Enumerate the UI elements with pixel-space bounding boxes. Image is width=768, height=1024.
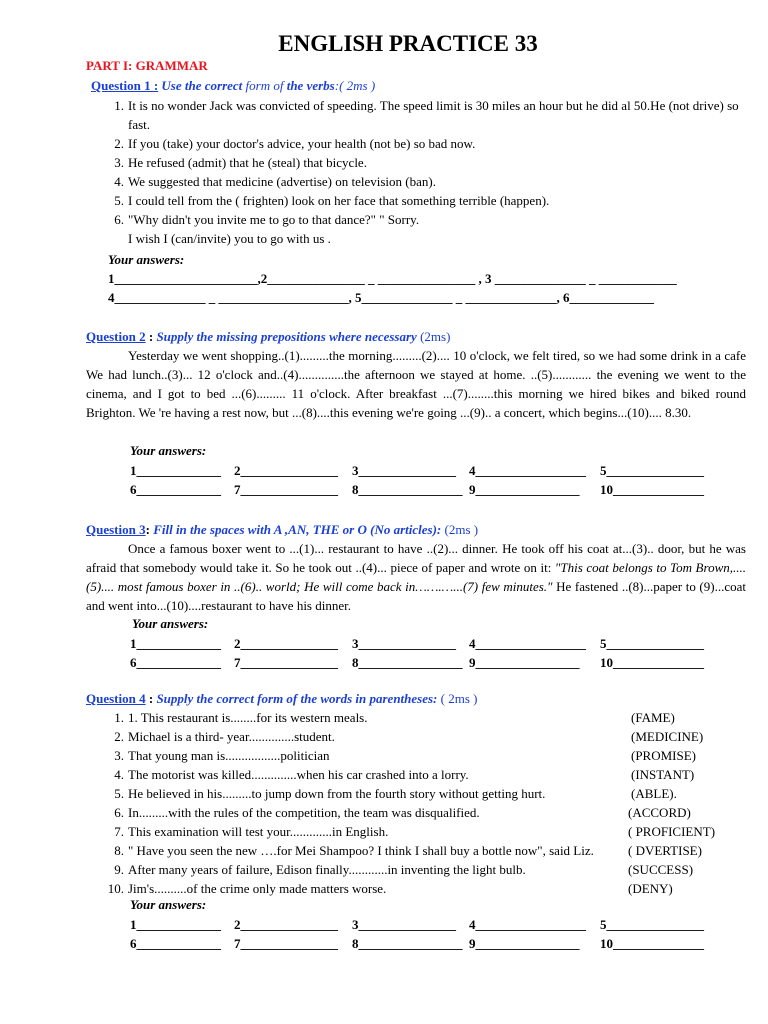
answer-blank[interactable]: 4_________________ xyxy=(469,636,586,651)
answer-blank[interactable]: 2_______________ xyxy=(234,463,338,478)
question-3-paragraph xyxy=(86,539,746,615)
question-3-text: Once a famous boxer went to ...(1)... restaurant to have ..(2)... dinner. He took off his coat at...(3).. door, but he was afraid that somebody would take it. So he took out ..(4)... piece of paper and wrote on it: xyxy=(86,541,746,575)
answer-blank[interactable]: 9________________ xyxy=(469,655,580,670)
answer-blank[interactable]: 10______________ xyxy=(600,655,704,670)
separator: : xyxy=(145,329,157,344)
answer-blank[interactable]: 5_______________ xyxy=(600,917,704,932)
item-text: In.........with the rules of the competition, the team was disqualified. xyxy=(128,805,480,820)
question-1-item xyxy=(100,210,740,229)
item-text: That young man is.................politician xyxy=(128,748,330,763)
question-4-marks: ( 2ms ) xyxy=(437,691,478,706)
part-heading: PART I: GRAMMAR xyxy=(86,58,208,73)
item-number: 3 . xyxy=(100,153,124,172)
item-number: 4 . xyxy=(100,172,124,191)
question-2-paragraph xyxy=(86,346,746,422)
answer-blank[interactable]: 6_____________ xyxy=(130,655,221,670)
item-number: 9 . xyxy=(100,860,124,879)
question-1-heading xyxy=(91,76,375,95)
item-text: We suggested that medicine (advertise) on television (ban). xyxy=(128,174,436,189)
item-number: 10 . xyxy=(100,879,124,898)
answer-blank[interactable]: 6_____________ xyxy=(130,482,221,497)
question-4-item xyxy=(100,860,740,879)
question-3-label: Question 3 xyxy=(86,522,146,537)
question-2-label: Question 2 xyxy=(86,329,146,344)
answer-blank[interactable]: 3_______________ xyxy=(352,463,456,478)
answer-blank[interactable]: 2_______________ xyxy=(234,917,338,932)
question-1-answer-line[interactable]: 1______________________,2_______________ _ _______________ , 3 ______________ _ ____________ xyxy=(108,271,677,286)
question-4-answers-label: Your answers: xyxy=(130,897,207,912)
root-word: (SUCCESS) xyxy=(628,862,694,877)
answer-blank[interactable]: 1_____________ xyxy=(130,463,221,478)
question-2-instruction: Supply the missing prepositions where necessary xyxy=(156,329,417,344)
item-number: 2 . xyxy=(100,134,124,153)
question-2-text: Yesterday we went shopping..(1).........the morning.........(2).... 10 o'clock, we felt tired, so we had some drink in a cafe We had lunch..(3)... 12 o'clock and..(4)..............the afternoon we stayed at home. ..(5)............ the evening we went to the cinema, and I got to bed ...(6)......... 11 o'clock. After breakfast ...(7)........this morning we hired bikes and biked round Brighton. We 're having a rest now, but ...(8)....this evening we're going ...(9).. a concert, which begins...(10).... 8.30. xyxy=(86,348,746,420)
question-4-label: Question 4 xyxy=(86,691,146,706)
question-4-item xyxy=(100,765,740,784)
root-word: (DENY) xyxy=(628,881,673,896)
item-text: He refused (admit) that he (steal) that bicycle. xyxy=(128,155,367,170)
item-number: 3 . xyxy=(100,746,124,765)
item-number: 1 . xyxy=(100,708,124,727)
root-word: (FAME) xyxy=(631,710,675,725)
root-word: (ACCORD) xyxy=(628,805,691,820)
item-text: He believed in his.........to jump down from the fourth story without getting hurt. xyxy=(128,786,546,801)
question-1-instruction-part: form of xyxy=(245,78,287,93)
answer-blank[interactable]: 3_______________ xyxy=(352,636,456,651)
question-1-answer-line[interactable]: 4______________ _ ____________________, 5______________ _ ______________, 6_____________ xyxy=(108,290,654,305)
item-text: " Have you seen the new ….for Mei Shampoo? I think I shall buy a bottle now", said Liz. xyxy=(128,843,594,858)
answer-blank[interactable]: 4_________________ xyxy=(469,463,586,478)
question-1-item xyxy=(100,134,740,153)
answer-blank[interactable]: 3_______________ xyxy=(352,917,456,932)
question-2-heading xyxy=(86,327,450,346)
question-1-item xyxy=(100,191,740,210)
item-text: It is no wonder Jack was convicted of speeding. The speed limit is 30 miles an hour but he did al 50.He (not drive) so fast. xyxy=(128,98,739,132)
question-1-answers-label: Your answers: xyxy=(108,252,185,267)
question-2-answer-grid xyxy=(130,461,730,499)
question-4-item xyxy=(100,746,740,765)
item-number: 5 . xyxy=(100,784,124,803)
item-number: 6 . xyxy=(100,210,124,229)
answer-blank[interactable]: 8________________ xyxy=(352,936,463,951)
item-text: This examination will test your.............in English. xyxy=(128,824,389,839)
answer-blank[interactable]: 9________________ xyxy=(469,936,580,951)
root-word: ( DVERTISE) xyxy=(628,843,702,858)
question-4-instruction: Supply the correct form of the words in parentheses: xyxy=(156,691,438,706)
question-1-instruction-part: the verbs xyxy=(286,78,335,93)
root-word: (ABLE). xyxy=(631,786,677,801)
question-4-item xyxy=(100,784,740,803)
answer-blank[interactable]: 9________________ xyxy=(469,482,580,497)
answer-row xyxy=(130,461,730,480)
question-4-items xyxy=(100,708,740,898)
answer-blank[interactable]: 7_______________ xyxy=(234,482,338,497)
root-word: (MEDICINE) xyxy=(631,729,704,744)
item-number: 8 . xyxy=(100,841,124,860)
item-number: 4 . xyxy=(100,765,124,784)
question-1-item xyxy=(100,96,740,134)
page-title: ENGLISH PRACTICE 33 xyxy=(278,31,538,56)
question-4-item xyxy=(100,727,740,746)
answer-blank[interactable]: 10______________ xyxy=(600,936,704,951)
answer-blank[interactable]: 4_________________ xyxy=(469,917,586,932)
question-3-quote: "This coat belongs to Tom Brown,....(5).... most famous boxer in ..(6).. world; He will come back in…….…...(7) few minutes." xyxy=(86,560,746,594)
item-text: Michael is a third- year..............student. xyxy=(128,729,335,744)
question-4-item xyxy=(100,822,740,841)
item-number: 1 . xyxy=(100,96,124,115)
question-2-marks: (2ms) xyxy=(416,329,451,344)
question-3-text-end: He fastened ..(8)...paper to (9)...coat and went into...(10)....restaurant to have his dinner. xyxy=(86,579,746,613)
answer-blank[interactable]: 1_____________ xyxy=(130,636,221,651)
question-4-answer-grid xyxy=(130,915,730,953)
item-text: 1. This restaurant is........for its western meals. xyxy=(128,710,368,725)
item-text: I wish I (can/invite) you to go with us . xyxy=(128,231,331,246)
root-word: ( PROFICIENT) xyxy=(628,824,716,839)
answer-blank[interactable]: 1_____________ xyxy=(130,917,221,932)
item-number: 6 . xyxy=(100,803,124,822)
separator: : xyxy=(145,522,154,537)
answer-blank[interactable]: 8________________ xyxy=(352,655,463,670)
answer-row xyxy=(130,915,730,934)
answer-blank[interactable]: 6_____________ xyxy=(130,936,221,951)
answer-blank[interactable]: 7_______________ xyxy=(234,655,338,670)
question-1-item xyxy=(100,153,740,172)
question-3-heading xyxy=(86,520,478,539)
question-3-instruction: Fill in the spaces with A ,AN, THE or O (No articles): xyxy=(153,522,442,537)
question-1-item xyxy=(100,172,740,191)
question-2-answers-label: Your answers: xyxy=(130,443,207,458)
answer-row xyxy=(130,653,730,672)
item-text: After many years of failure, Edison finally............in inventing the light bulb. xyxy=(128,862,526,877)
question-1-instruction: Use the correct xyxy=(161,78,246,93)
answer-blank[interactable]: 2_______________ xyxy=(234,636,338,651)
answer-blank[interactable]: 5_______________ xyxy=(600,463,704,478)
root-word: (INSTANT) xyxy=(631,767,695,782)
question-1-item-continuation xyxy=(100,229,740,248)
question-1-label: Question 1 : xyxy=(91,78,159,93)
question-1-marks: :( 2ms ) xyxy=(334,78,376,93)
question-4-heading xyxy=(86,689,478,708)
question-4-item xyxy=(100,708,740,727)
item-number: 2 . xyxy=(100,727,124,746)
root-word: (PROMISE) xyxy=(631,748,697,763)
item-text: "Why didn't you invite me to go to that dance?" " Sorry. xyxy=(128,212,420,227)
answer-row xyxy=(130,634,730,653)
question-3-answers-label: Your answers: xyxy=(132,616,209,631)
answer-blank[interactable]: 7_______________ xyxy=(234,936,338,951)
item-number: 7 . xyxy=(100,822,124,841)
answer-row xyxy=(130,480,730,499)
question-3-answer-grid xyxy=(130,634,730,672)
separator: : xyxy=(145,691,157,706)
answer-row xyxy=(130,934,730,953)
question-4-item xyxy=(100,803,740,822)
item-number: 5 . xyxy=(100,191,124,210)
question-4-item xyxy=(100,841,740,860)
answer-blank[interactable]: 5_______________ xyxy=(600,636,704,651)
answer-blank[interactable]: 10______________ xyxy=(600,482,704,497)
item-text: The motorist was killed..............when his car crashed into a lorry. xyxy=(128,767,469,782)
item-text: I could tell from the ( frighten) look on her face that something terrible (happen). xyxy=(128,193,550,208)
answer-blank[interactable]: 8________________ xyxy=(352,482,463,497)
question-3-marks: (2ms ) xyxy=(441,522,479,537)
item-text: Jim's..........of the crime only made matters worse. xyxy=(128,881,387,896)
item-text: If you (take) your doctor's advice, your health (not be) so bad now. xyxy=(128,136,476,151)
question-1-items xyxy=(100,96,740,248)
